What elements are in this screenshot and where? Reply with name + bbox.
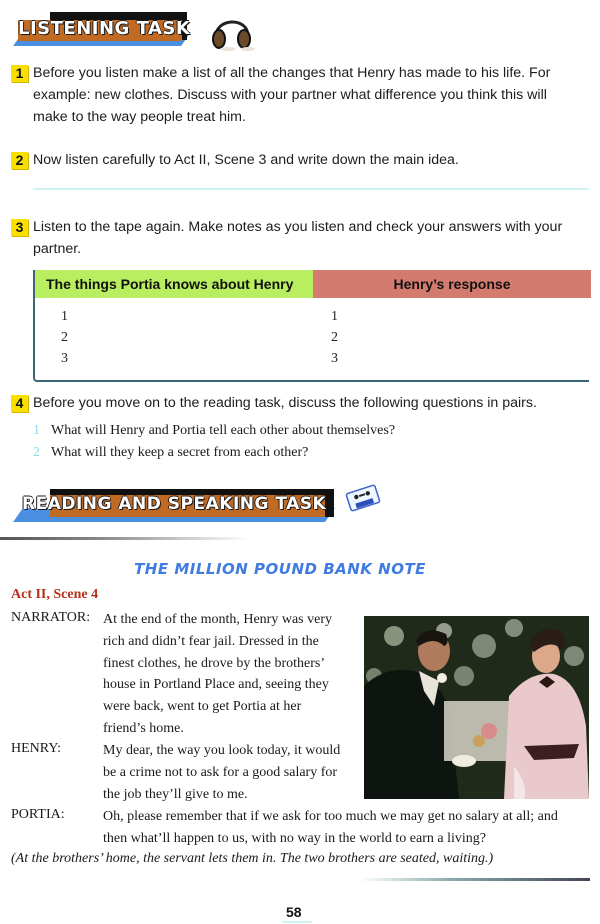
speech-line: were back, went to get Portia at her [103, 699, 302, 715]
listening-task-banner [0, 0, 190, 50]
task-3-text [33, 216, 593, 260]
question-number: 2 [33, 445, 40, 460]
page-number-underline [282, 921, 312, 923]
speech-line: At the end of the month, Henry was very [103, 612, 332, 627]
film-still-photo [364, 616, 589, 799]
question-number: 1 [33, 423, 40, 438]
speech-line: My dear, the way you look today, it would [103, 743, 341, 758]
reading-task-banner [0, 480, 340, 530]
answer-line[interactable] [33, 188, 589, 190]
stage-direction: (At the brothers’ home, the servant lets them in. The two brothers are seated, waiting.) [11, 851, 494, 866]
task-2-text: Now listen carefully to Act II, Scene 3 and write down the main idea. [33, 152, 459, 168]
speaker-portia: PORTIA: [11, 807, 65, 822]
task-number-1: 1 [11, 65, 28, 82]
henry-speech [103, 740, 343, 805]
table-header-henry: Henry’s response [313, 270, 591, 298]
speech-line: the job they’ll give to me. [103, 786, 248, 802]
table-cell[interactable]: 3 [331, 351, 338, 366]
table-cell[interactable]: 2 [331, 330, 338, 345]
portia-speech [103, 806, 593, 850]
task-3-line-1: Listen to the tape again. Make notes as you listen and check your answers with your [33, 219, 563, 235]
narrator-speech [103, 609, 341, 740]
question-text: What will Henry and Portia tell each other about themselves? [51, 423, 396, 438]
speech-line: finest clothes, he drove by the brothers’ [103, 655, 325, 671]
question-item [33, 445, 308, 461]
notes-table [33, 270, 589, 382]
play-title: THE MILLION POUND BANK NOTE [134, 560, 426, 578]
section-divider [360, 878, 590, 881]
listening-task-title: LISTENING TASK [18, 18, 191, 39]
reading-task-title: READING AND SPEAKING TASK [22, 494, 327, 514]
question-text: What will they keep a secret from each other? [51, 445, 309, 460]
page-number: 58 [286, 904, 302, 920]
cassette-tape-icon [345, 484, 381, 512]
act-scene-heading: Act II, Scene 4 [11, 587, 99, 602]
speech-line: rich and didn’t fear jail. Dressed in the [103, 633, 319, 649]
table-cell[interactable]: 2 [61, 330, 68, 345]
speech-line: house in Portland Place and, seeing they [103, 677, 329, 693]
table-cell[interactable]: 1 [331, 309, 338, 324]
speaker-henry: HENRY: [11, 741, 62, 756]
task-number-3: 3 [11, 219, 28, 236]
table-cell[interactable]: 1 [61, 309, 68, 324]
task-1-text [33, 62, 593, 128]
headphones-icon [208, 12, 258, 52]
question-item [33, 423, 395, 439]
table-header-portia: The things Portia knows about Henry [35, 270, 313, 298]
speaker-narrator: NARRATOR: [11, 610, 91, 625]
task-1-line-1: Before you listen make a list of all the changes that Henry has made to his life. For [33, 65, 551, 81]
speech-line: friend’s home. [103, 720, 184, 736]
speech-line: Oh, please remember that if we ask for too much we may get no salary at all; and [103, 809, 558, 824]
table-cell[interactable]: 3 [61, 351, 68, 366]
task-number-2: 2 [11, 152, 28, 169]
task-number-4: 4 [11, 395, 28, 412]
task-1-line-3: make to the way people treat him. [33, 109, 246, 125]
task-1-line-2: example: new clothes. Discuss with your partner what difference you think this will [33, 87, 547, 103]
section-divider [0, 537, 250, 540]
task-3-line-2: partner. [33, 241, 82, 257]
task-4-text: Before you move on to the reading task, discuss the following questions in pairs. [33, 395, 537, 411]
speech-line: be a crime not to ask for a good salary for [103, 764, 338, 780]
speech-line: then what’ll happen to us, with no way in the world to earn a living? [103, 830, 486, 846]
